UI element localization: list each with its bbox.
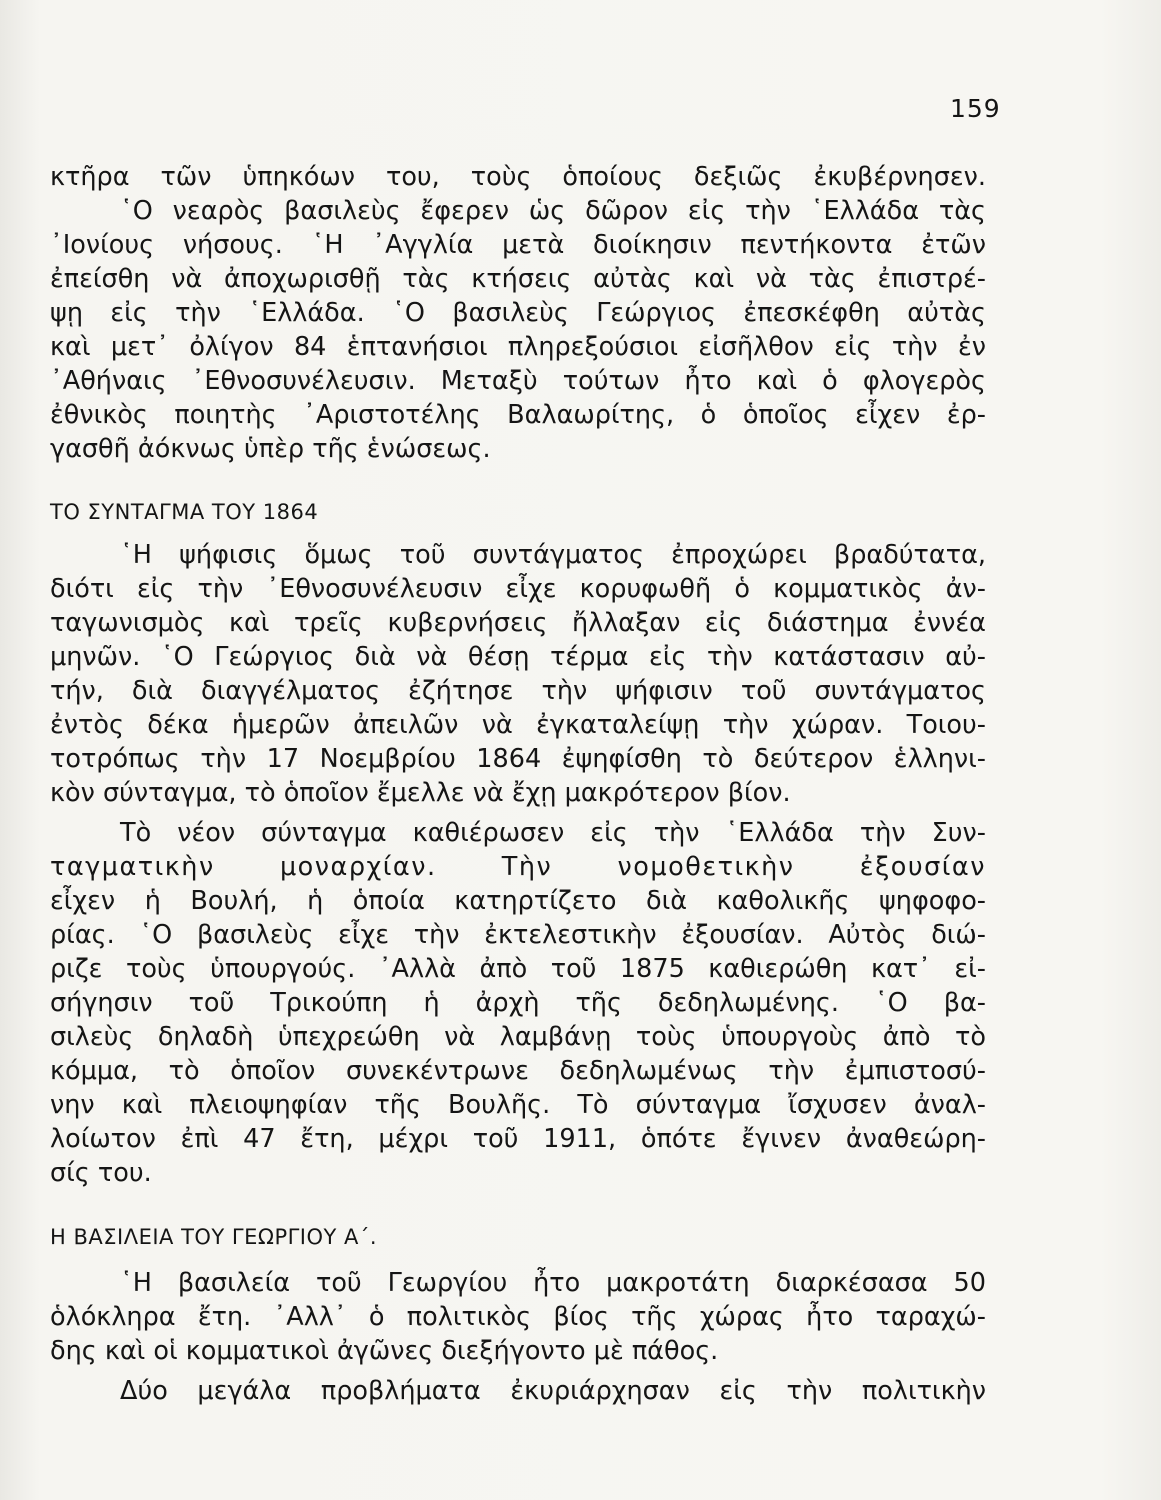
text-line: σιλεὺς δηλαδὴ ὑπεχρεώθη νὰ λαμβάνῃ τοὺς ὑπουργοὺς ἀπὸ τὸ xyxy=(50,1022,986,1052)
text-line: σίς του. xyxy=(50,1158,152,1188)
text-line: ᾿Αθήναις ᾿Εθνοσυνέλευσιν. Μεταξὺ τούτων ἦτο καὶ ὁ φλογερὸς xyxy=(50,366,986,396)
text-line: ῾Ο νεαρὸς βασιλεὺς ἔφερεν ὡς δῶρον εἰς τὴν ῾Ελλάδα τὰς xyxy=(120,196,986,226)
text-line: κόμμα, τὸ ὁποῖον συνεκέντρωνε δεδηλωμένως τὴν ἐμπιστοσύ- xyxy=(50,1056,986,1086)
page-number: 159 xyxy=(950,94,1001,123)
text-line: ἐντὸς δέκα ἡμερῶν ἀπειλῶν νὰ ἐγκαταλείψῃ τὴν χώραν. Τοιου- xyxy=(50,710,986,740)
text-line: μηνῶν. ῾Ο Γεώργιος διὰ νὰ θέσῃ τέρμα εἰς τὴν κατάστασιν αὐ- xyxy=(50,642,986,672)
text-line: λοίωτον ἐπὶ 47 ἔτη, μέχρι τοῦ 1911, ὁπότε ἔγινεν ἀναθεώρη- xyxy=(50,1124,986,1154)
text-line: εἶχεν ἡ Βουλή, ἡ ὁποία κατηρτίζετο διὰ καθολικῆς ψηφοφο- xyxy=(50,886,986,916)
text-line: ἐθνικὸς ποιητὴς ᾿Αριστοτέλης Βαλαωρίτης, ὁ ὁποῖος εἶχεν ἐρ- xyxy=(50,400,986,430)
text-line: σήγησιν τοῦ Τρικούπη ἡ ἀρχὴ τῆς δεδηλωμένης. ῾Ο βα- xyxy=(50,988,986,1018)
text-line: καὶ μετ᾿ ὀλίγον 84 ἑπτανήσιοι πληρεξούσιοι εἰσῆλθον εἰς τὴν ἐν xyxy=(50,332,986,362)
text-line: ριζε τοὺς ὑπουργούς. ᾿Αλλὰ ἀπὸ τοῦ 1875 καθιερώθη κατ᾿ εἰ- xyxy=(50,954,986,984)
text-line: τήν, διὰ διαγγέλματος ἐζήτησε τὴν ψήφισιν τοῦ συντάγματος xyxy=(50,676,986,706)
text-line: ἐπείσθη νὰ ἀποχωρισθῇ τὰς κτήσεις αὐτὰς καὶ νὰ τὰς ἐπιστρέ- xyxy=(50,264,986,294)
text-line: Τὸ νέον σύνταγμα καθιέρωσεν εἰς τὴν ῾Ελλάδα τὴν Συν- xyxy=(120,818,986,848)
text-line: κὸν σύνταγμα, τὸ ὁποῖον ἔμελλε νὰ ἔχῃ μακρότερον βίον. xyxy=(50,778,791,808)
text-line: ὁλόκληρα ἔτη. ᾿Αλλ᾿ ὁ πολιτικὸς βίος τῆς χώρας ἦτο ταραχώ- xyxy=(50,1302,986,1332)
text-line: διότι εἰς τὴν ᾿Εθνοσυνέλευσιν εἶχε κορυφωθῆ ὁ κομματικὸς ἀν- xyxy=(50,574,986,604)
text-line: ῾Η ψήφισις ὅμως τοῦ συντάγματος ἐπροχώρει βραδύτατα, xyxy=(120,540,986,570)
text-line: ῾Η βασιλεία τοῦ Γεωργίου ἦτο μακροτάτη διαρκέσασα 50 xyxy=(120,1268,986,1298)
text-line: κτῆρα τῶν ὑπηκόων του, τοὺς ὁποίους δεξιῶς ἐκυβέρνησεν. xyxy=(50,162,986,192)
section-heading: Η ΒΑΣΙΛΕΙΑ ΤΟΥ ΓΕΩΡΓΙΟΥ Α΄. xyxy=(50,1225,378,1249)
text-line: ρίας. ῾Ο βασιλεὺς εἶχε τὴν ἐκτελεστικὴν ἐξουσίαν. Αὐτὸς διώ- xyxy=(50,920,986,950)
text-line: νην καὶ πλειοψηφίαν τῆς Βουλῆς. Τὸ σύνταγμα ἴσχυσεν ἀναλ- xyxy=(50,1090,986,1120)
text-line: τοτρόπως τὴν 17 Νοεμβρίου 1864 ἐψηφίσθη τὸ δεύτερον ἑλληνι- xyxy=(50,744,986,774)
text-line: ᾿Ιονίους νήσους. ῾Η ᾿Αγγλία μετὰ διοίκησιν πεντήκοντα ἐτῶν xyxy=(50,230,986,260)
text-line: Δύο μεγάλα προβλήματα ἐκυριάρχησαν εἰς τὴν πολιτικὴν xyxy=(120,1376,986,1406)
text-line: δης καὶ οἱ κομματικοὶ ἀγῶνες διεξήγοντο μὲ πάθος. xyxy=(50,1336,719,1366)
text-line: ταγωνισμὸς καὶ τρεῖς κυβερνήσεις ἤλλαξαν εἰς διάστημα ἐννέα xyxy=(50,608,986,638)
text-line: ταγματικὴν μοναρχίαν. Τὴν νομοθετικὴν ἐξουσίαν xyxy=(50,852,986,882)
text-line: γασθῆ ἀόκνως ὑπὲρ τῆς ἑνώσεως. xyxy=(50,434,491,464)
text-line: ψῃ εἰς τὴν ῾Ελλάδα. ῾Ο βασιλεὺς Γεώργιος ἐπεσκέφθη αὐτὰς xyxy=(50,298,986,328)
section-heading: ΤΟ ΣΥΝΤΑΓΜΑ ΤΟΥ 1864 xyxy=(50,500,319,524)
